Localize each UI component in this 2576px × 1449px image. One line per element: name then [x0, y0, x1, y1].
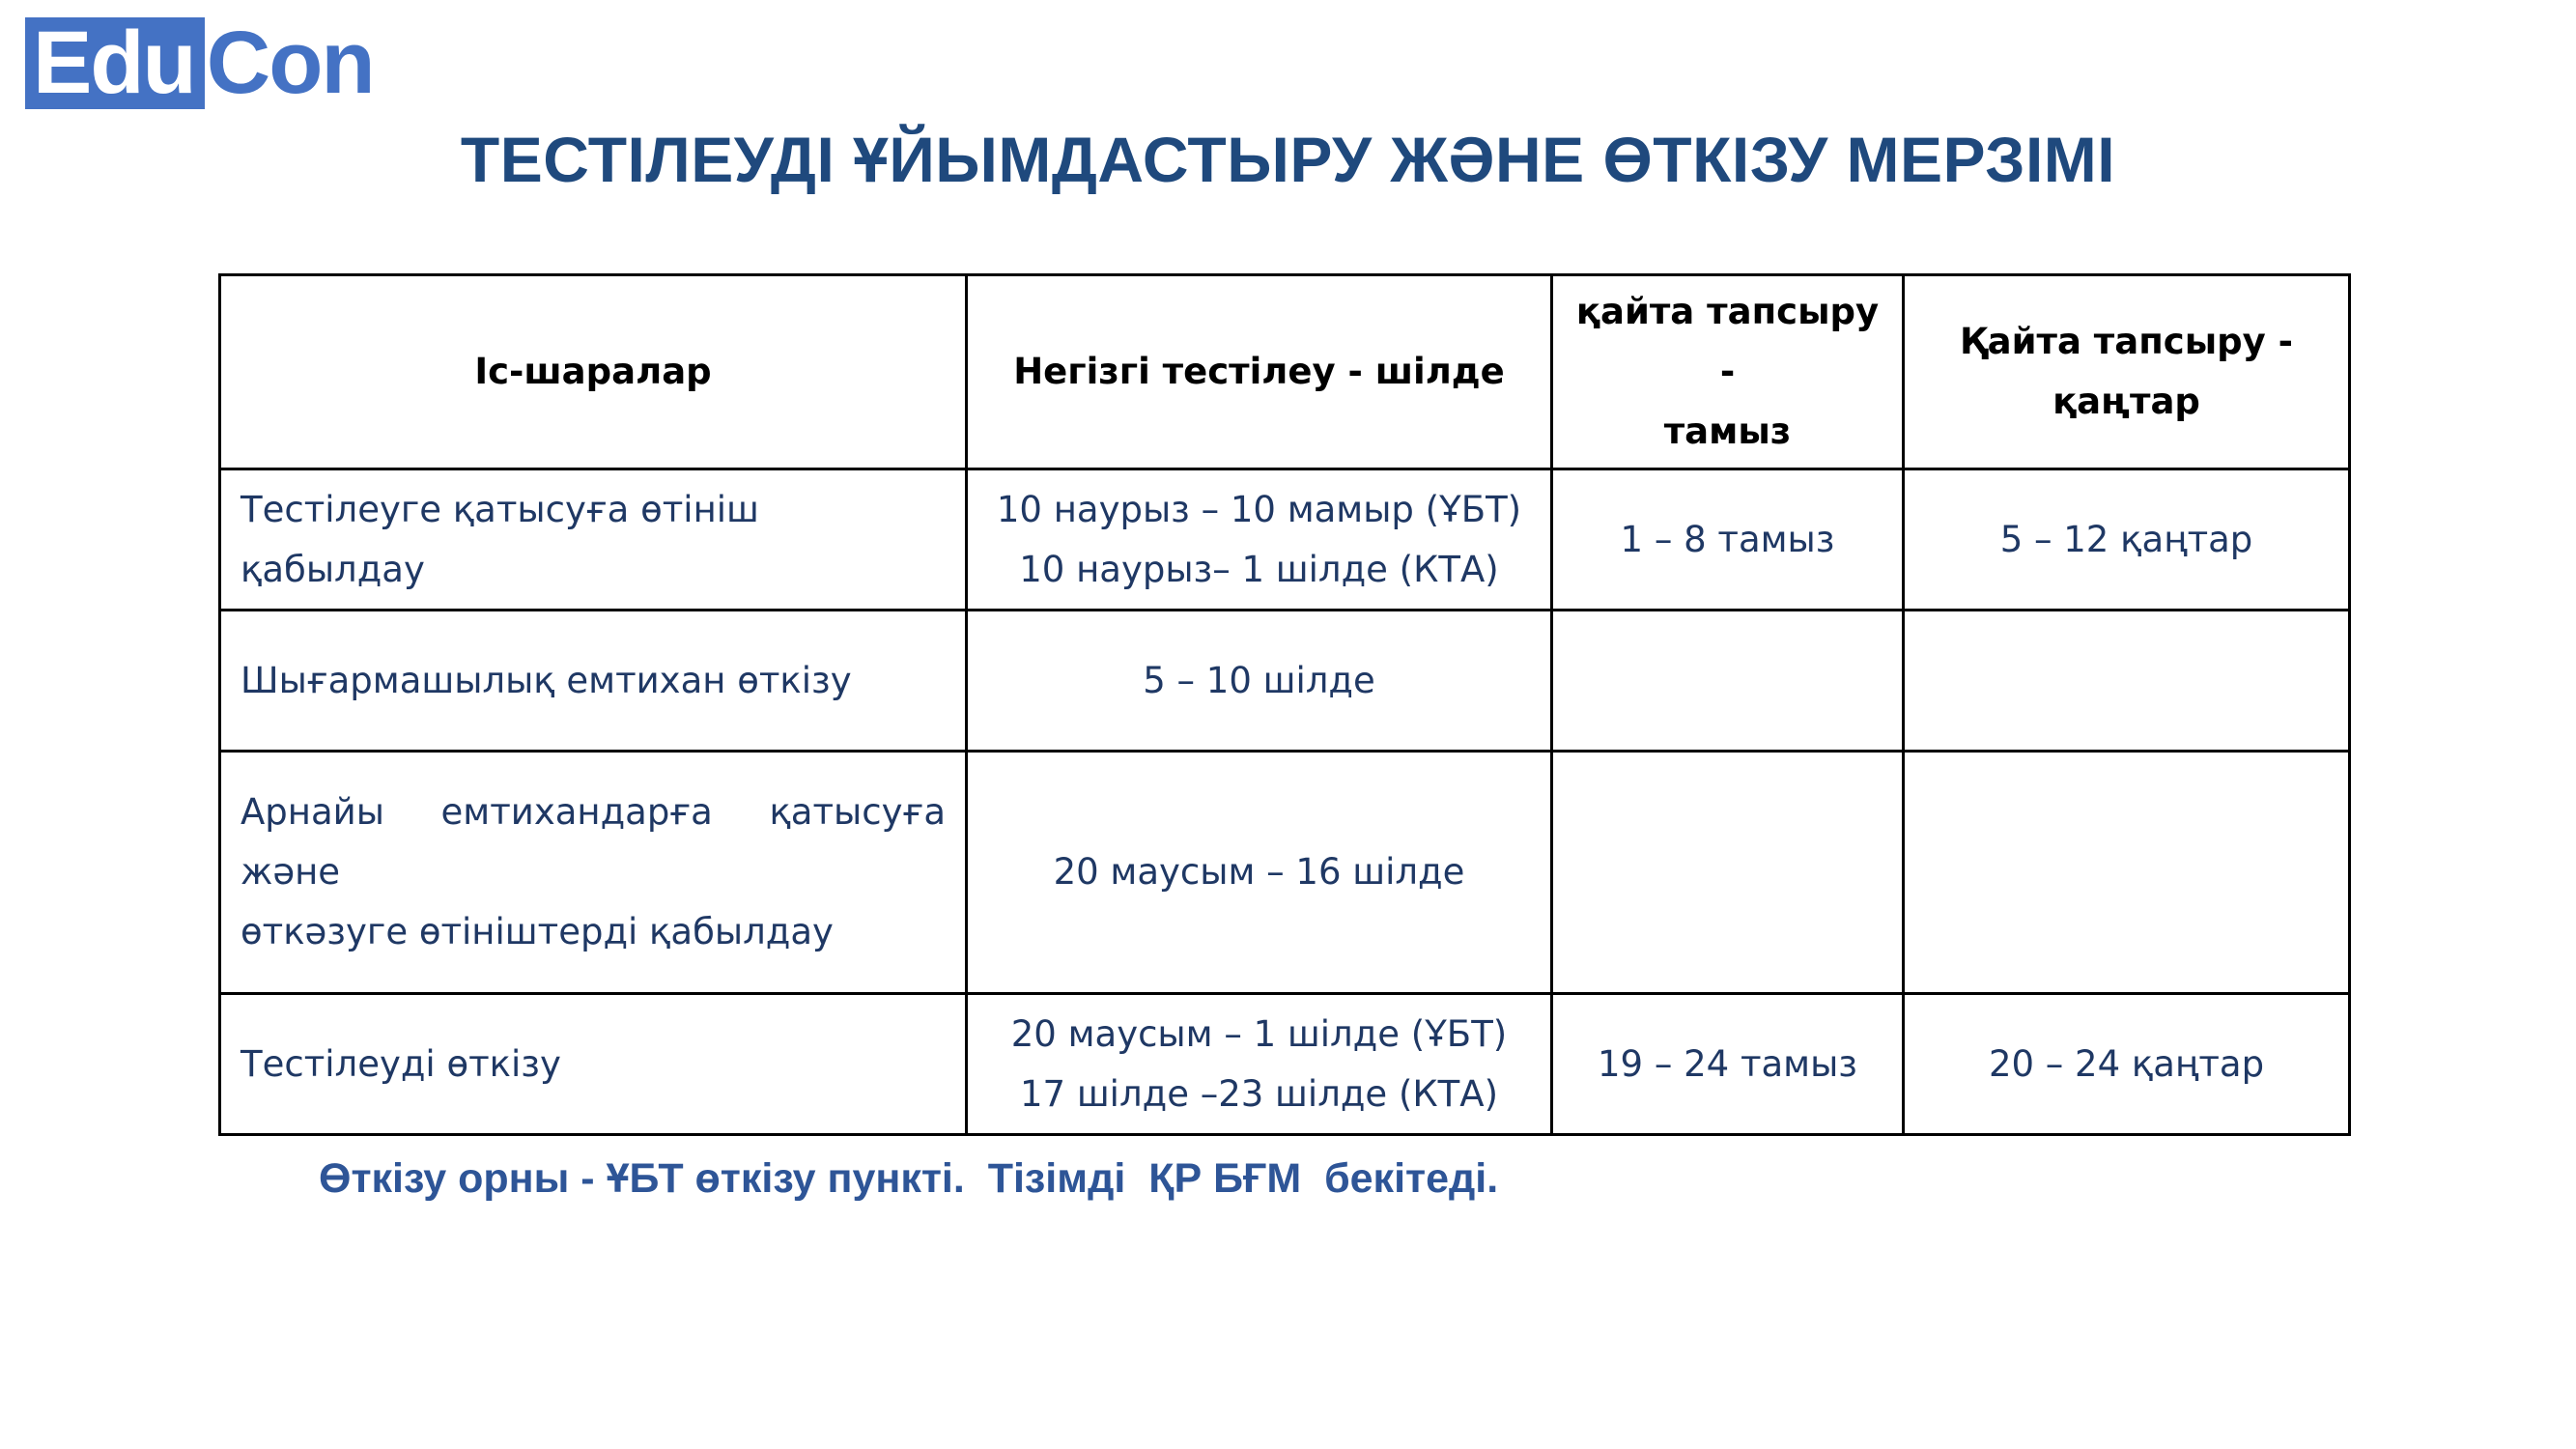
cell-line: 5 – 12 қаңтар: [1999, 518, 2253, 560]
cell-line: 20 маусым – 16 шілде: [1053, 851, 1465, 893]
retake-january-cell: [1904, 994, 2350, 1135]
cell-line: 10 наурыз– 1 шілде (КТА): [1019, 548, 1499, 590]
logo-part-con: Con: [206, 14, 374, 112]
cell-line: Арнайы емтихандарға қатысуға және: [241, 791, 946, 893]
page-title: ТЕСТІЛЕУДІ ҰЙЫМДАСТЫРУ ЖӘНЕ ӨТКІЗУ МЕРЗІМІ: [460, 124, 2116, 195]
table-row: [220, 469, 2350, 611]
cell-line: өткәзуге өтініштерді қабылдау: [241, 911, 834, 952]
cell-line: 10 наурыз – 10 мамыр (ҰБТ): [996, 488, 1522, 530]
header-main-testing: [967, 275, 1552, 469]
activity-cell: [220, 994, 967, 1135]
retake-august-cell: [1552, 994, 1904, 1135]
header-line: қаңтар: [2052, 381, 2200, 422]
retake-august-cell: [1552, 469, 1904, 611]
cell-line: 17 шілде –23 шілде (КТА): [1019, 1072, 1499, 1115]
main-testing-cell: [967, 611, 1552, 752]
cell-line: 5 – 10 шілде: [1143, 659, 1375, 701]
schedule-table: [218, 273, 2351, 1136]
header-line: Негізгі тестілеу - шілде: [1013, 351, 1505, 392]
header-activities: [220, 275, 967, 469]
header-line: тамыз: [1663, 411, 1792, 452]
educon-logo: [25, 14, 374, 112]
header-retake-august: [1552, 275, 1904, 469]
main-testing-cell: [967, 752, 1552, 994]
main-testing-cell: [967, 469, 1552, 611]
retake-january-cell: [1904, 752, 2350, 994]
cell-line: Шығармашылық емтихан өткізу: [241, 659, 852, 701]
activity-cell: [220, 611, 967, 752]
table-row: [220, 611, 2350, 752]
cell-line: Тестілеуді өткізу: [241, 1042, 561, 1085]
header-retake-january: [1904, 275, 2350, 469]
logo-part-edu: Edu: [25, 17, 205, 109]
header-line: Қайта тапсыру -: [1959, 321, 2294, 362]
footer-note: Өткізу орны - ҰБТ өткізу пункті. Тізімді ҚР БҒМ бекітеді.: [319, 1155, 1499, 1202]
header-line: Іс-шаралар: [474, 351, 712, 392]
cell-line: 20 – 24 қаңтар: [1988, 1042, 2265, 1085]
cell-line: Тестілеуге қатысуға өтініш қабылдау: [241, 488, 759, 590]
cell-line: 1 – 8 тамыз: [1620, 518, 1835, 560]
table-row: [220, 994, 2350, 1135]
table-header-row: [220, 275, 2350, 469]
retake-january-cell: [1904, 469, 2350, 611]
activity-cell: [220, 752, 967, 994]
cell-line: 19 – 24 тамыз: [1598, 1042, 1857, 1085]
main-testing-cell: [967, 994, 1552, 1135]
table-row: [220, 752, 2350, 994]
retake-august-cell: [1552, 752, 1904, 994]
activity-cell: [220, 469, 967, 611]
cell-line: 20 маусым – 1 шілде (ҰБТ): [1010, 1012, 1508, 1055]
retake-january-cell: [1904, 611, 2350, 752]
retake-august-cell: [1552, 611, 1904, 752]
header-line: қайта тапсыру -: [1575, 291, 1880, 392]
